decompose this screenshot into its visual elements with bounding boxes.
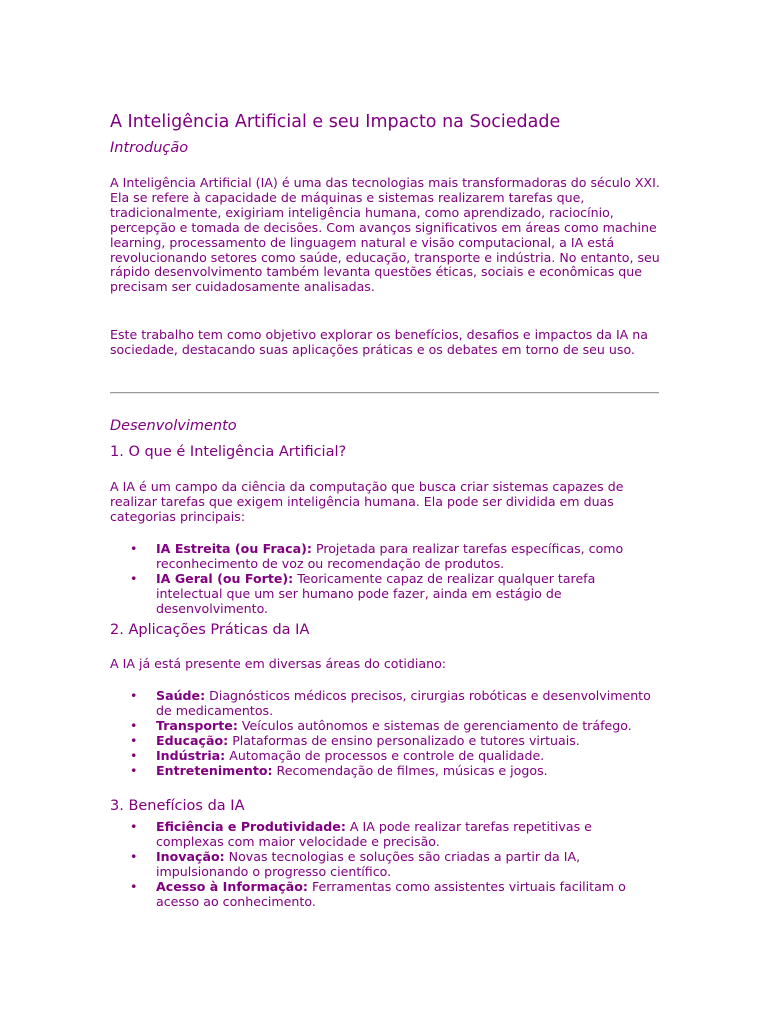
section-heading-1: 1. O que é Inteligência Artificial? <box>110 444 347 460</box>
section-divider <box>110 392 659 394</box>
section-1-list <box>110 542 660 617</box>
list-item <box>110 764 660 779</box>
bullet-icon: • <box>130 732 138 748</box>
list-item-text: Automação de processos e controle de qualidade. <box>225 747 545 763</box>
list-item <box>110 572 660 617</box>
list-item-text: Teoricamente capaz de realizar qualquer tarefa intelectual que um ser humano pode fazer, ainda em estágio de desenvolvimento. <box>156 570 596 616</box>
list-item <box>110 880 660 910</box>
section-heading-3: 3. Benefícios da IA <box>110 798 245 814</box>
list-item <box>110 820 660 850</box>
section-heading-2: 2. Aplicações Práticas da IA <box>110 622 310 638</box>
section-2-paragraph: A IA já está presente em diversas áreas do cotidiano: <box>110 656 447 671</box>
bullet-icon: • <box>130 717 138 733</box>
list-item <box>110 734 660 749</box>
intro-label: Introdução <box>110 140 189 156</box>
document-title: A Inteligência Artificial e seu Impacto na Sociedade <box>110 112 561 132</box>
list-item <box>110 719 660 734</box>
list-item-text: Diagnósticos médicos precisos, cirurgias robóticas e desenvolvimento de medicamentos. <box>156 688 651 718</box>
list-item-term: Eficiência e Produtividade: <box>156 819 346 834</box>
list-item-term: Entretenimento: <box>156 762 273 778</box>
list-item-term: Transporte: <box>156 717 238 733</box>
list-item-term: IA Geral (ou Forte): <box>156 570 294 586</box>
list-item <box>110 850 660 880</box>
development-label: Desenvolvimento <box>110 418 237 434</box>
list-item-term: Indústria: <box>156 747 226 763</box>
list-item <box>110 689 660 719</box>
list-item-text: Ferramentas como assistentes virtuais facilitam o acesso ao conhecimento. <box>156 878 626 909</box>
list-item-text: Projetada para realizar tarefas específicas, como reconhecimento de voz ou recomendação de produtos. <box>156 541 624 571</box>
intro-paragraph-1: A Inteligência Artificial (IA) é uma das tecnologias mais transformadoras do século XXI. Ela se refere à capacidade de máquinas e sistemas realizarem tarefas que, tradicionalmente, exigiriam inteligência humana, como aprendizado, raciocínio, percepção e tomada de decisões. Com avanços significativos em áreas como machine learning, processamento de linguagem natural e visão computacional, a IA está revolucionando setores como saúde, educação, transporte e indústria. No entanto, seu rápido desenvolvimento também levanta questões éticas, sociais e econômicas que precisam ser cuidadosamente analisadas. <box>110 175 660 295</box>
list-item-text: Novas tecnologias e soluções são criadas a partir da IA, impulsionando o progresso científico. <box>156 848 581 879</box>
list-item-term: IA Estreita (ou Fraca): <box>156 541 312 556</box>
bullet-icon: • <box>130 878 138 894</box>
intro-paragraph-2: Este trabalho tem como objetivo explorar os benefícios, desafios e impactos da IA na sociedade, destacando suas aplicações práticas e os debates em torno de seu uso. <box>110 327 649 357</box>
section-2-list <box>110 689 660 778</box>
list-item-text: Plataformas de ensino personalizado e tutores virtuais. <box>228 732 580 748</box>
bullet-icon: • <box>130 570 138 586</box>
list-item-term: Acesso à Informação: <box>156 878 308 894</box>
bullet-icon: • <box>130 848 138 864</box>
bullet-icon: • <box>130 688 138 703</box>
list-item-term: Educação: <box>156 732 229 748</box>
bullet-icon: • <box>130 819 138 834</box>
list-item-text: Recomendação de filmes, músicas e jogos. <box>272 762 548 778</box>
bullet-icon: • <box>130 747 138 763</box>
list-item-text: Veículos autônomos e sistemas de gerenciamento de tráfego. <box>237 717 632 733</box>
section-3-list <box>110 820 660 909</box>
bullet-icon: • <box>130 762 138 778</box>
bullet-icon: • <box>130 541 138 556</box>
list-item-term: Inovação: <box>156 848 225 864</box>
list-item-text: A IA pode realizar tarefas repetitivas e complexas com maior velocidade e precisão. <box>156 819 592 849</box>
list-item <box>110 542 660 572</box>
list-item-term: Saúde: <box>156 688 206 703</box>
section-1-paragraph: A IA é um campo da ciência da computação que busca criar sistemas capazes de realizar tarefas que exigem inteligência humana. Ela pode ser dividida em duas categorias principais: <box>110 479 624 524</box>
list-item <box>110 749 660 764</box>
